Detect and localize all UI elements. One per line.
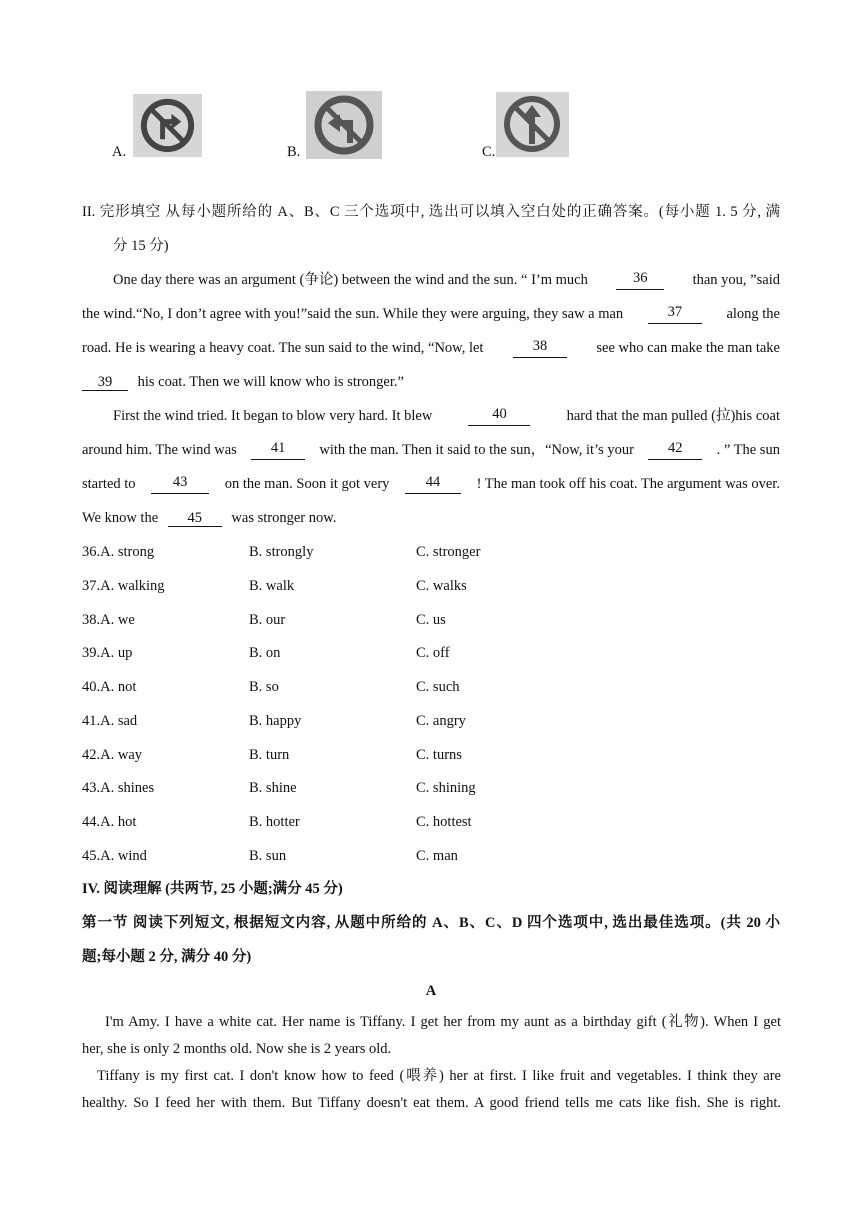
option-c: C. shining <box>416 780 476 796</box>
options-row-44 <box>82 812 682 832</box>
option-c: C. man <box>416 848 458 864</box>
option-a: 36.A. strong <box>82 544 155 560</box>
options-row-43 <box>82 778 682 798</box>
passage-line-7: started to 43 on the man. Soon it got very 44 ! The man took off his coat. The argument was over. <box>82 474 780 492</box>
no-right-turn-icon <box>133 94 202 157</box>
option-c: C. such <box>416 679 460 695</box>
blank-41: 41 <box>251 440 305 460</box>
option-b: B. shine <box>249 780 297 796</box>
option-c: C. turns <box>416 747 462 763</box>
reading-passage-p2-line1: Tiffany is my first cat. I don't know how to feed (喂养) her at first. I like fruit and vegetables. I think they are <box>97 1068 781 1084</box>
option-b: B. our <box>249 612 286 628</box>
sign-option-a-label: A. <box>112 144 127 160</box>
option-c: C. us <box>416 612 446 628</box>
option-b: B. hotter <box>249 814 300 830</box>
options-row-40 <box>82 677 682 697</box>
option-b: B. happy <box>249 713 302 729</box>
option-b: B. strongly <box>249 544 314 560</box>
reading-passage-p1-line1: I'm Amy. I have a white cat. Her name is Tiffany. I get her from my aunt as a birthday gift (礼物). When I get <box>105 1014 781 1030</box>
blank-36: 36 <box>616 270 664 290</box>
option-a: 38.A. we <box>82 612 135 628</box>
section-4-part-1-instructions: 第一节 阅读下列短文, 根据短文内容, 从题中所给的 A、B、C、D 四个选项中, 选出最佳选项。(共 20 小 <box>82 915 780 931</box>
passage-line-1: One day there was an argument (争论) between the wind and the sun. “ I’m much 36 than you, ”said <box>113 270 780 288</box>
passage-line-5: First the wind tried. It began to blow very hard. It blew 40 hard that the man pulled (拉)his coat <box>113 406 780 424</box>
option-a: 40.A. not <box>82 679 137 695</box>
options-row-36 <box>82 542 682 562</box>
option-c: C. walks <box>416 578 467 594</box>
blank-44: 44 <box>405 474 461 494</box>
blank-40: 40 <box>468 406 530 426</box>
section-4-part-1-instructions-cont: 题;每小题 2 分, 满分 40 分) <box>82 949 252 965</box>
options-row-38 <box>82 610 682 630</box>
blank-38: 38 <box>513 338 567 358</box>
option-a: 41.A. sad <box>82 713 138 729</box>
option-a: 37.A. walking <box>82 578 165 594</box>
option-c: C. angry <box>416 713 466 729</box>
option-a: 42.A. way <box>82 747 143 763</box>
passage-line-3: road. He is wearing a heavy coat. The sun said to the wind, “Now, let 38 see who can make the man take <box>82 338 780 356</box>
passage-a-title: A <box>425 983 437 999</box>
section-4-heading: IV. 阅读理解 (共两节, 25 小题;满分 45 分) <box>82 881 343 897</box>
no-straight-icon <box>496 92 569 157</box>
option-b: B. turn <box>249 747 290 763</box>
passage-line-8: We know the 45 was stronger now. <box>82 510 337 526</box>
options-row-45 <box>82 846 682 866</box>
reading-passage-p2-line2: healthy. So I feed her with them. But Tiffany doesn't eat them. A good friend tells me cats like fish. She is right. <box>82 1095 781 1111</box>
blank-39: 39 <box>82 374 128 391</box>
option-a: 43.A. shines <box>82 780 155 796</box>
option-b: B. sun <box>249 848 287 864</box>
option-c: C. off <box>416 645 450 661</box>
sign-option-c-label: C. <box>482 144 496 160</box>
section-2-heading-cont: 分 15 分) <box>113 238 169 254</box>
sign-option-b-label: B. <box>287 144 301 160</box>
options-row-37 <box>82 576 682 596</box>
option-b: B. on <box>249 645 281 661</box>
section-2-heading: II. 完形填空 从每小题所给的 A、B、C 三个选项中, 选出可以填入空白处的正确答案。(每小题 1. 5 分, 满 <box>82 204 780 220</box>
option-b: B. so <box>249 679 279 695</box>
option-c: C. hottest <box>416 814 472 830</box>
option-b: B. walk <box>249 578 295 594</box>
passage-line-6: around him. The wind was 41 with the man. Then it said to the sun，“Now, it’s your 42 . ” The sun <box>82 440 780 458</box>
options-row-39 <box>82 643 682 663</box>
option-a: 39.A. up <box>82 645 133 661</box>
option-a: 45.A. wind <box>82 848 147 864</box>
blank-43: 43 <box>151 474 209 494</box>
options-row-42 <box>82 745 682 765</box>
option-a: 44.A. hot <box>82 814 137 830</box>
passage-line-2: the wind.“No, I don’t agree with you!”said the sun. While they were arguing, they saw a man 37 along the <box>82 304 780 322</box>
blank-42: 42 <box>648 440 702 460</box>
passage-line-4: 39 his coat. Then we will know who is stronger.” <box>82 372 780 392</box>
no-left-turn-icon <box>306 91 382 159</box>
blank-37: 37 <box>648 304 702 324</box>
options-row-41 <box>82 711 682 731</box>
option-c: C. stronger <box>416 544 481 560</box>
reading-passage-p1-line2: her, she is only 2 months old. Now she is 2 years old. <box>82 1041 392 1057</box>
blank-45: 45 <box>168 510 222 527</box>
